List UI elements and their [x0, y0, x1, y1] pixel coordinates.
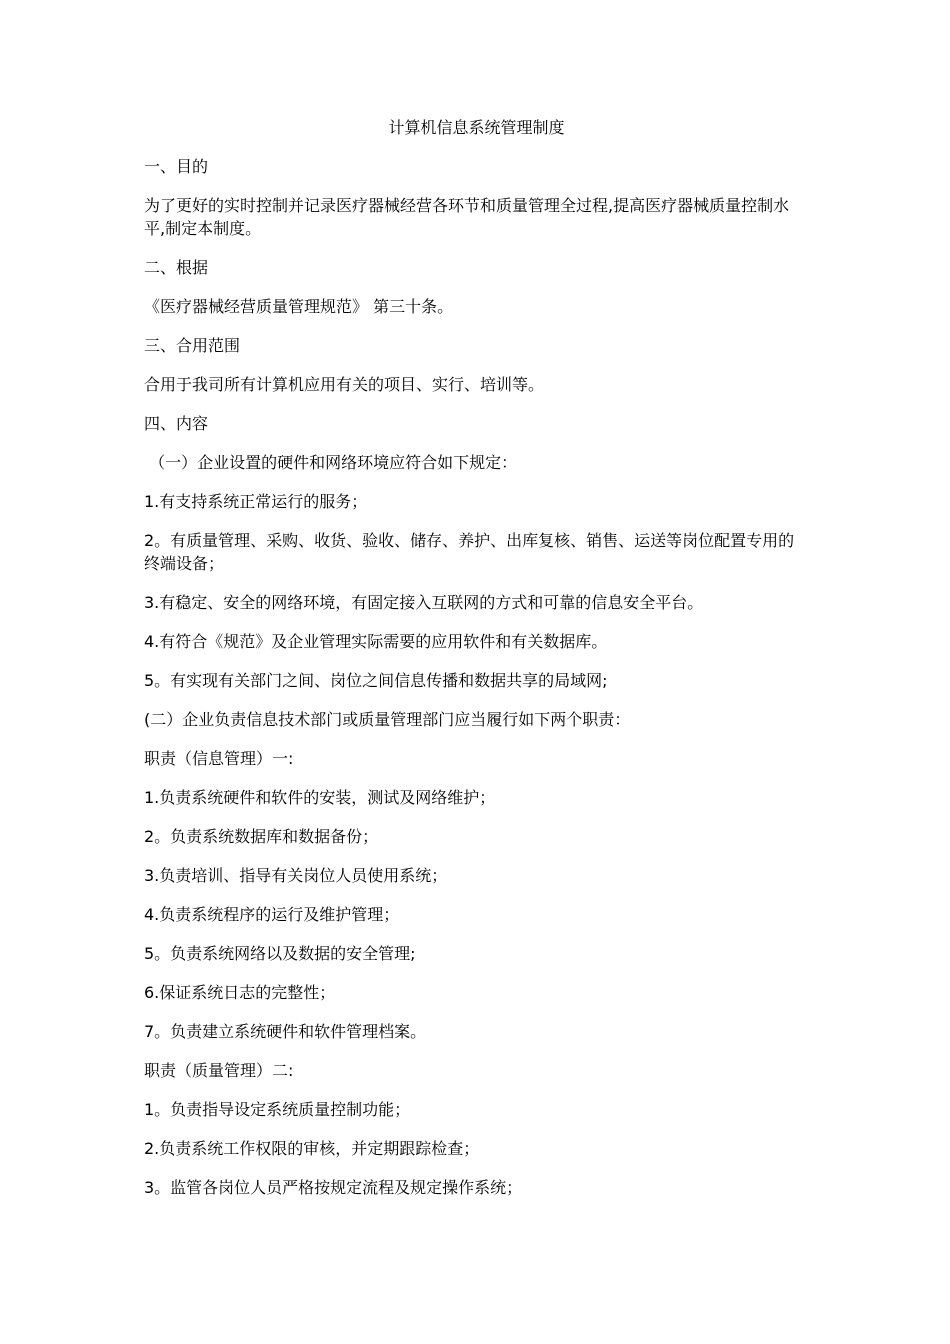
paragraph: 《医疗器械经营质量管理规范》 第三十条。	[144, 297, 454, 316]
list-item: 2.负责系统工作权限的审核，并定期跟踪检查；	[144, 1139, 480, 1158]
list-item: 5。有实现有关部门之间、岗位之间信息传播和数据共享的局域网;	[144, 671, 608, 690]
subsection-heading: （一）企业设置的硬件和网络环境应符合如下规定：	[144, 453, 518, 472]
document-page	[144, 116, 809, 1215]
list-item: 7。负责建立系统硬件和软件管理档案。	[144, 1022, 427, 1041]
section-heading-purpose: 一、目的	[144, 157, 209, 176]
duty-heading: 职责（质量管理）二:	[144, 1061, 294, 1080]
paragraph: 为了更好的实时控制并记录医疗器械经营各环节和质量管理全过程,提高医疗器械质量控制水平,制定本制度。	[144, 196, 790, 238]
duty-heading: 职责（信息管理）一:	[144, 749, 294, 768]
list-item: 2。负责系统数据库和数据备份；	[144, 827, 379, 846]
list-item: 1.负责系统硬件和软件的安装，测试及网络维护；	[144, 788, 496, 807]
list-item: 4.负责系统程序的运行及维护管理；	[144, 905, 400, 924]
list-item: 5。负责系统网络以及数据的安全管理;	[144, 944, 416, 963]
subsection-heading: (二）企业负责信息技术部门或质量管理部门应当履行如下两个职责：	[144, 710, 631, 729]
section-heading-scope: 三、合用范围	[144, 336, 241, 355]
list-item: 6.保证系统日志的完整性；	[144, 983, 336, 1002]
list-item: 1.有支持系统正常运行的服务；	[144, 492, 368, 511]
paragraph: 合用于我司所有计算机应用有关的项目、实行、培训等。	[144, 375, 545, 394]
list-item: 3。监管各岗位人员严格按规定流程及规定操作系统；	[144, 1178, 523, 1197]
section-heading-basis: 二、根据	[144, 258, 209, 277]
document-body	[144, 155, 809, 1199]
list-item: 3.有稳定、安全的网络环境，有固定接入互联网的方式和可靠的信息安全平台。	[144, 593, 704, 612]
list-item: 4.有符合《规范》及企业管理实际需要的应用软件和有关数据库。	[144, 632, 608, 651]
list-item: 3.负责培训、指导有关岗位人员使用系统；	[144, 866, 448, 885]
document-title: 计算机信息系统管理制度	[388, 118, 565, 137]
section-heading-content: 四、内容	[144, 414, 209, 433]
list-item: 2。有质量管理、采购、收货、验收、储存、养护、出库复核、销售、运送等岗位配置专用的终端设备；	[144, 531, 795, 573]
list-item: 1。负责指导设定系统质量控制功能；	[144, 1100, 411, 1119]
